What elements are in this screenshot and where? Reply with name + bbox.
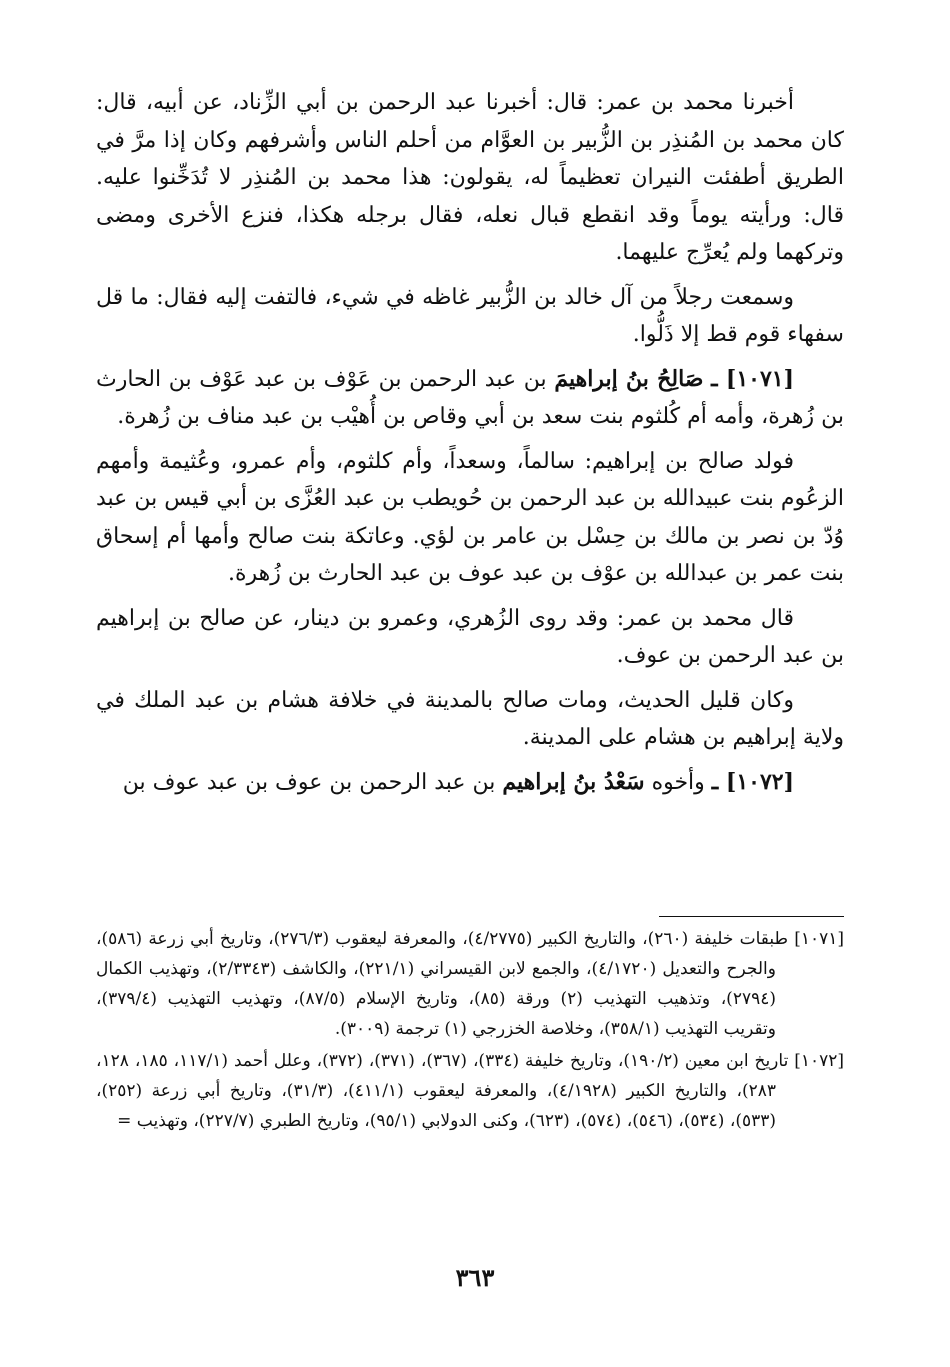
paragraph-5-text: قال محمد بن عمر: وقد روى الزُهري، وعمرو بن دينار، عن صالح بن إبراهيم بن عبد الرحمن بن عوف. [96, 605, 844, 668]
entry-text: بن عبد الرحمن بن عَوْف بن عبد عَوْف بن الحارث بن زُهرة، وأمه أم كُلثوم بنت سعد بن أبي وقاص بن أُهيْب بن عبد مناف بن زُهرة. [96, 366, 844, 429]
entry-1071 [96, 361, 844, 436]
footnote-text: طبقات خليفة (٢٦٠)، والتاريخ الكبير (٤/٢٧٧٥)، والمعرفة ليعقوب (٢٧٦/٣)، وتاريخ أبي زرعة (٥٨٦)، والجرح والتعديل (٤/١٧٢٠)، والجمع لابن القيسراني (٢٢١/١)، والكاشف (٢/٣٣٤٣)، وتهذيب الكمال (٢٧٩٤)، وتذهيب التهذيب (٢) ورقة (٨٥)، وتاريخ الإسلام (٨٧/٥)، وتهذيب التهذيب (٣٧٩/٤)، وتقريب التهذيب (٣٥٨/١)، وخلاصة الخزرجي (١) ترجمة (٣٠٠٩). [96, 929, 789, 1039]
main-text [96, 84, 844, 808]
paragraph-1-text: أخبرنا محمد بن عمر: قال: أخبرنا عبد الرحمن بن أبي الزِّناد، عن أبيه، قال: كان محمد بن المُنذِر بن الزُّبير بن العوَّام من أحلم الناس وأشرفهم وكان إذا مرَّ في الطريق أطفئت النيران تعظيماً له، يقولون: هذا محمد بن المُنذِر لا تُدَخِّنوا عليه. قال: ورأيته يوماً وقد انقطع قبال نعله، فقال برجله هكذا، فنزع الأخرى ومضى وتركهما ولم يُعرِّج عليهما. [96, 90, 844, 265]
entry-1072 [96, 764, 844, 802]
entry-number: [١٠٧١] ـ [711, 365, 795, 392]
footnote-number: [١٠٧١] [794, 929, 844, 949]
entry-name: سَعْدُ بنُ إبراهيم [502, 768, 645, 795]
entry-prefix: وأخوه [651, 769, 705, 795]
footnote-1071 [96, 924, 844, 1044]
paragraph-5 [96, 600, 844, 675]
paragraph-1 [96, 84, 844, 272]
paragraph-4-text: فولد صالح بن إبراهيم: سالماً، وسعداً، وأم كلثوم، وأم عمرو، وعُثيمة وأمهم الزعُوم بنت عبيدالله بن عبد الرحمن بن حُويطب بن عبد العُزَّى بن أبي قيس بن عبد وُدّ بن نصر بن مالك بن حِسْل بن عامر بن لؤي. وعاتكة بنت صالح وأمها أم إسحاق بنت عمر بن عبدالله بن عوْف بن عبد عوف بن عبد الحارث بن زُهرة. [96, 448, 844, 586]
paragraph-2-text: وسمعت رجلاً من آل خالد بن الزُّبير غاظه في شيء، فالتفت إليه فقال: ما قل سفهاء قوم قط إلا ذَلُّوا. [96, 284, 844, 347]
paragraph-2 [96, 279, 844, 354]
footnote-1072 [96, 1046, 844, 1136]
paragraph-4 [96, 443, 844, 593]
page-number: ٣٦٣ [455, 1263, 495, 1292]
footnotes [96, 924, 844, 1138]
paragraph-6-text: وكان قليل الحديث، ومات صالح بالمدينة في خلافة هشام بن عبد الملك في ولاية إبراهيم بن هشام على المدينة. [96, 687, 844, 750]
footnote-number: [١٠٧٢] [794, 1051, 845, 1071]
paragraph-6 [96, 682, 844, 757]
entry-name: صَالِحُ بنُ إبراهيمَ [554, 365, 704, 392]
footnote-text: تاريخ ابن معين (١٩٠/٢)، وتاريخ خليفة (٣٣٤)، (٣٦٧)، (٣٧١)، (٣٧٢)، وعلل أحمد (١١٧/١، ١٨٥، ١٢٨، ٢٨٣)، والتاريخ الكبير (٤/١٩٢٨)، والمعرفة ليعقوب (٤١١/١)، (٣١/٣)، وتاريخ أبي زرعة (٢٥٢)، (٥٣٣)، (٥٣٤)، (٥٤٦)، (٥٧٤)، (٦٢٣)، وكنى الدولابي (٩٥/١)، وتاريخ الطبري (٢٢٧/٧)، وتهذيب = [96, 1051, 789, 1131]
footnote-separator [659, 916, 844, 917]
entry-text: بن عبد الرحمن بن عوف بن عبد عوف بن [122, 769, 496, 795]
entry-number: [١٠٧٢] ـ [711, 768, 794, 795]
